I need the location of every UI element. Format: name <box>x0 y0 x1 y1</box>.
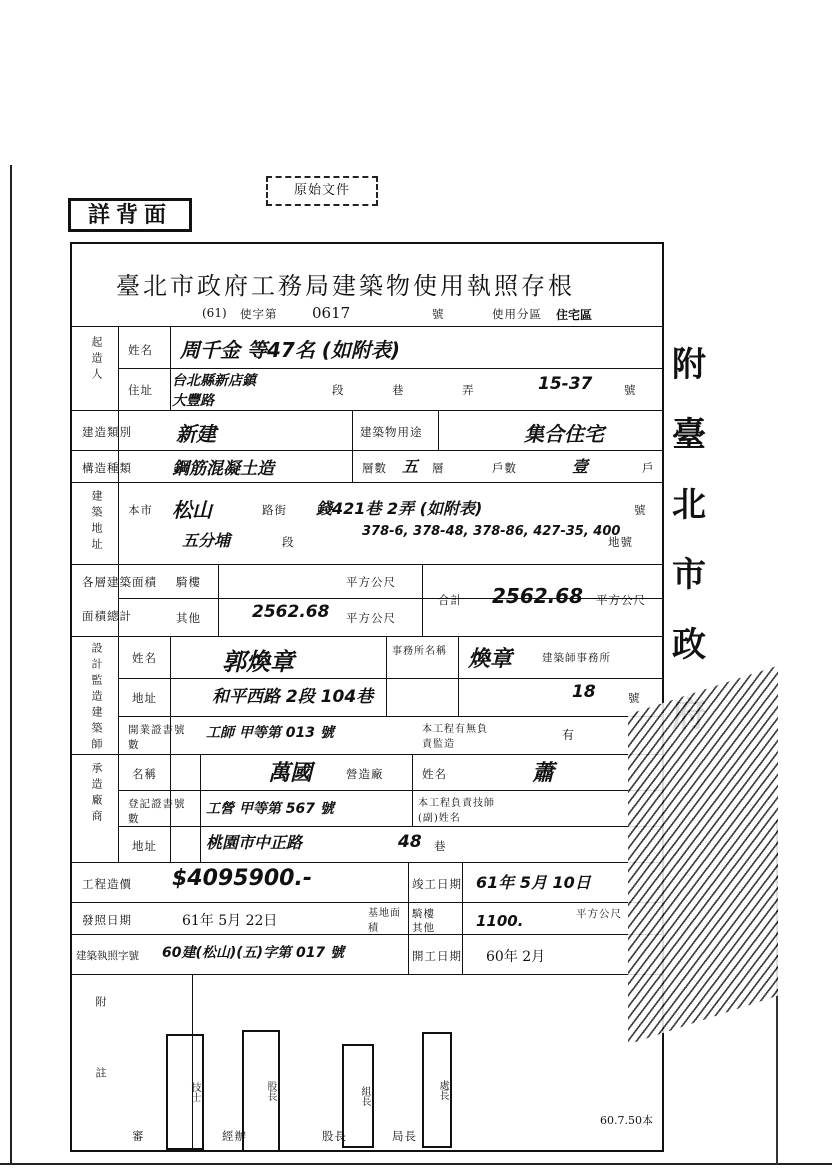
sign-1: 審 <box>132 1129 145 1143</box>
permit-number: 0617 <box>312 304 351 322</box>
area-total-value: 2562.68 <box>492 584 584 608</box>
cost-value: $4095900.- <box>172 866 312 891</box>
designer-license: 工師 甲等第 013 號 <box>206 725 334 741</box>
base-arcade-label: 騎樓 <box>412 908 435 920</box>
designer-addr-no: 18 <box>572 682 596 702</box>
area-other-value: 2562.68 <box>252 602 330 622</box>
issue-value: 61年 5月 22日 <box>182 913 278 929</box>
addr-lane-label: 段 <box>332 383 345 397</box>
units-value: 壹 <box>572 457 589 476</box>
site-road: 松山 <box>172 498 212 522</box>
base-label: 基地面積 <box>368 908 401 934</box>
sign-4: 局長 <box>392 1129 417 1143</box>
addr-no-label: 號 <box>624 383 637 397</box>
use-value: 集合住宅 <box>524 422 604 446</box>
page-edge-left <box>10 165 12 1165</box>
zone-label: 使用分區 <box>492 307 542 321</box>
base-value: 1100. <box>476 912 524 930</box>
permit-type: 使字第 <box>240 307 278 321</box>
form-title: 臺北市政府工務局建築物使用執照存根 <box>116 272 575 300</box>
contractor-name-suffix: 營造廠 <box>346 767 384 781</box>
applicant-addr-number: 15-37 <box>538 374 593 394</box>
contractor-addr-no: 48 <box>398 832 422 852</box>
zone-value: 住宅區 <box>556 308 593 322</box>
units-unit: 戶 <box>642 461 655 475</box>
page-edge-bottom <box>0 1163 832 1165</box>
floors-value: 五 <box>402 457 419 476</box>
area-arcade-label: 騎樓 <box>176 575 201 589</box>
seal-3: 組長 <box>342 1044 374 1148</box>
start-value: 60年 2月 <box>486 949 546 965</box>
area-other-unit: 平方公尺 <box>346 611 396 625</box>
applicant-name: 周千金 等47名 (如附表) <box>180 338 401 362</box>
area-other-label: 其他 <box>176 611 201 625</box>
finish-label: 竣工日期 <box>412 877 462 891</box>
designer-office-suffix: 建築師事務所 <box>542 652 611 664</box>
issue-label: 發照日期 <box>82 913 132 927</box>
overlapping-folded-paper <box>628 666 778 1045</box>
top-stamp: 原始文件 <box>266 176 378 206</box>
permit-form <box>70 242 664 1152</box>
designer-office: 煥章 <box>468 647 513 672</box>
finish-value: 61年 5月 10日 <box>476 873 591 892</box>
applicant-addr-road: 大豐路 <box>172 393 214 409</box>
build-type: 新建 <box>176 422 216 446</box>
cost-label: 工程造價 <box>82 877 132 891</box>
units-label: 戶數 <box>492 461 517 475</box>
permit-no-label: 建築執照字號 <box>76 950 139 962</box>
contractor-addr-no-label: 巷 <box>434 839 447 853</box>
designer-license-label: 開業證書號數 <box>128 724 186 751</box>
seal-1: 技士 <box>166 1034 204 1150</box>
area-sub: 面積總計 <box>82 609 132 623</box>
permit-year: (61) <box>202 306 227 320</box>
area-total-unit: 平方公尺 <box>596 593 646 607</box>
designer-addr: 和平西路 2段 104巷 <box>212 687 374 707</box>
seal-2: 股長 <box>242 1030 280 1152</box>
designer-name-label: 姓名 <box>132 651 157 665</box>
permit-no-value: 60建(松山)(五)字第 017 號 <box>162 945 345 961</box>
site-lane: 錢421巷 2弄 (如附表) <box>316 499 483 518</box>
area-total-label: 合計 <box>438 593 463 607</box>
site-no-label: 號 <box>634 503 647 517</box>
struct-label: 構造種類 <box>82 461 132 475</box>
struct-value: 鋼筋混凝土造 <box>172 459 274 479</box>
applicant-addr-city: 台北縣新店鎮 <box>172 373 256 389</box>
applicant-name-label: 姓名 <box>128 343 153 357</box>
contractor-addr: 桃園市中正路 <box>206 833 303 852</box>
base-unit: 平方公尺 <box>576 908 622 920</box>
addr-alley-label: 巷 <box>392 383 405 397</box>
designer-resp-label: 本工程有無負責監造 <box>422 724 488 750</box>
use-label: 建築物用途 <box>360 425 423 439</box>
contractor-name-label: 名稱 <box>132 767 157 781</box>
contractor-reg: 工營 甲等第 567 號 <box>206 801 334 817</box>
sign-3: 股長 <box>322 1129 347 1143</box>
site-road-label: 路街 <box>262 503 287 517</box>
floors-unit: 層 <box>432 461 445 475</box>
build-type-label: 建造類別 <box>82 425 132 439</box>
remarks-label: 附註 <box>94 996 107 1138</box>
back-label: 詳背面 <box>68 198 192 232</box>
designer-addr-no-label: 號 <box>628 691 641 705</box>
site-district: 五分埔 <box>182 531 231 550</box>
designer-name: 郭煥章 <box>222 648 294 676</box>
site-city: 本市 <box>128 503 153 517</box>
site-lot-label: 地號 <box>608 535 633 549</box>
applicant-section: 起造人 <box>90 336 103 384</box>
permit-suffix: 號 <box>432 307 445 321</box>
start-label: 開工日期 <box>412 949 462 963</box>
contractor-reg-label: 登記證書號數 <box>128 798 186 825</box>
designer-addr-label: 地址 <box>132 691 157 705</box>
floors-label: 層數 <box>362 461 387 475</box>
applicant-addr-label: 住址 <box>128 383 153 397</box>
designer-section: 設計監造建築師 <box>90 642 103 754</box>
form-print-code: 60.7.50本 <box>600 1114 653 1127</box>
site-lots: 378-6, 378-48, 378-86, 427-35, 400 <box>362 524 621 539</box>
contractor-person-label: 姓名 <box>422 767 447 781</box>
area-section: 各層建築面積 <box>82 575 157 589</box>
designer-resp: 有 <box>562 728 575 742</box>
area-arcade-unit: 平方公尺 <box>346 575 396 589</box>
contractor-person: 蕭 <box>532 761 555 786</box>
sign-2: 經辦 <box>222 1129 247 1143</box>
right-side-characters: 附臺北市政 <box>672 345 706 665</box>
contractor-addr-label: 地址 <box>132 839 157 853</box>
addr-nong-label: 弄 <box>462 383 475 397</box>
contractor-section: 承造廠商 <box>90 762 103 826</box>
seal-4: 處長 <box>422 1032 452 1148</box>
contractor-tech-label: 本工程負責技師(副)姓名 <box>418 798 495 824</box>
site-district-label: 段 <box>282 535 295 549</box>
contractor-name: 萬國 <box>268 761 313 786</box>
site-section: 建築地址 <box>90 490 103 554</box>
base-other-label: 其他 <box>412 922 435 934</box>
designer-office-label: 事務所名稱 <box>392 646 447 657</box>
